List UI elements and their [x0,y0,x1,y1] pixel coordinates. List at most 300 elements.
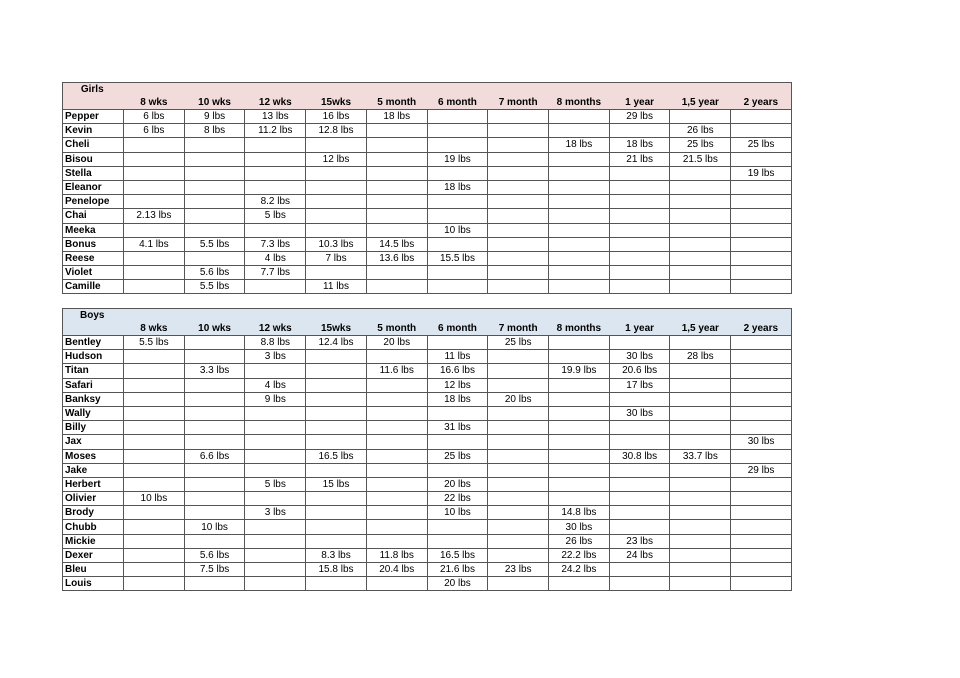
table-row [63,237,792,251]
weight-cell: 22.2 lbs [549,548,610,562]
weight-cell [245,577,306,591]
weight-cell [731,421,792,435]
weight-cell [184,251,245,265]
weight-cell: 10 lbs [427,506,488,520]
table-row [63,406,792,420]
weight-cell [366,520,427,534]
weight-cell [366,477,427,491]
weight-cell [306,266,367,280]
weight-cell [670,266,731,280]
table-row [63,463,792,477]
weight-cell [184,350,245,364]
weight-cell [124,449,185,463]
column-header: 1 year [609,96,670,110]
weight-cell [245,364,306,378]
weight-cell [670,406,731,420]
weight-cell: 11.2 lbs [245,124,306,138]
weight-cell: 8.8 lbs [245,336,306,350]
weight-cell: 25 lbs [488,336,549,350]
weight-cell [609,266,670,280]
weight-cell [549,492,610,506]
weight-cell [609,209,670,223]
weight-cell [731,152,792,166]
weight-cell: 7.3 lbs [245,237,306,251]
weight-cell [427,209,488,223]
weight-cell: 18 lbs [366,110,427,124]
dog-name-cell: Violet [63,266,124,280]
weight-cell: 5.5 lbs [184,280,245,294]
weight-cell [366,534,427,548]
weight-cell [366,280,427,294]
weight-cell [549,223,610,237]
dog-name-cell: Bentley [63,336,124,350]
weight-cell: 16.5 lbs [427,548,488,562]
weight-cell: 10.3 lbs [306,237,367,251]
weight-cell [549,336,610,350]
weight-cell [306,138,367,152]
weight-cell: 15 lbs [306,477,367,491]
weight-cell [670,577,731,591]
weight-cell [488,152,549,166]
weight-cell: 14.8 lbs [549,506,610,520]
weight-cell [670,280,731,294]
weight-cell [609,435,670,449]
weight-cell [549,280,610,294]
weight-cell [366,152,427,166]
column-header: 1 year [609,322,670,336]
weight-cell [427,336,488,350]
weight-cell [427,266,488,280]
weight-cell [609,520,670,534]
weight-cell [306,223,367,237]
weight-cell [670,477,731,491]
weight-cell: 16.5 lbs [306,449,367,463]
column-header: 15wks [306,96,367,110]
weight-cell [549,237,610,251]
header-spacer-cell [63,96,124,110]
weight-cell [366,350,427,364]
weight-cell [670,110,731,124]
weight-cell [184,577,245,591]
weight-cell [549,421,610,435]
dog-name-cell: Jax [63,435,124,449]
weight-cell [124,463,185,477]
table-row [63,180,792,194]
weight-cell [245,138,306,152]
dog-name-cell: Reese [63,251,124,265]
table-row [63,506,792,520]
weight-cell [549,477,610,491]
weight-cell: 13 lbs [245,110,306,124]
weight-cell: 11 lbs [427,350,488,364]
weight-cell [124,166,185,180]
weight-cell [670,195,731,209]
weight-cell: 20 lbs [488,392,549,406]
dog-name-cell: Dexer [63,548,124,562]
weight-cell [184,195,245,209]
weight-cell [124,577,185,591]
weight-cell [488,492,549,506]
weight-cell [366,166,427,180]
weight-cell [549,195,610,209]
weight-cell [184,534,245,548]
weight-cell [731,492,792,506]
boys-column-header-row [63,322,792,336]
weight-cell: 18 lbs [549,138,610,152]
weight-cell [124,534,185,548]
weight-cell [124,563,185,577]
weight-cell: 12.4 lbs [306,336,367,350]
table-row [63,421,792,435]
weight-cell [306,421,367,435]
weight-cell [306,435,367,449]
header-spacer-cell [731,309,792,323]
weight-cell: 24 lbs [609,548,670,562]
weight-cell [731,392,792,406]
boys-header-title-row [63,309,792,323]
weight-cell [184,378,245,392]
weight-cell [184,166,245,180]
weight-cell [488,223,549,237]
weight-cell [245,180,306,194]
weight-cell: 4.1 lbs [124,237,185,251]
weight-cell [731,406,792,420]
weight-cell [366,406,427,420]
weight-cell [731,520,792,534]
weight-cell [609,577,670,591]
weight-cell [366,138,427,152]
weight-cell: 25 lbs [670,138,731,152]
column-header: 7 month [488,96,549,110]
weight-cell: 29 lbs [731,463,792,477]
weight-cell [124,392,185,406]
weight-cell: 24.2 lbs [549,563,610,577]
dog-name-cell: Penelope [63,195,124,209]
weight-cell [124,350,185,364]
weight-cell [488,195,549,209]
weight-cell [670,548,731,562]
weight-cell: 11.8 lbs [366,548,427,562]
weight-cell [306,406,367,420]
weight-cell [488,124,549,138]
weight-cell [731,195,792,209]
weight-cell: 33.7 lbs [670,449,731,463]
weight-cell [670,251,731,265]
weight-cell [427,280,488,294]
dog-name-cell: Billy [63,421,124,435]
header-spacer-cell [427,309,488,323]
weight-cell [609,492,670,506]
weight-cell [488,266,549,280]
weight-cell: 9 lbs [184,110,245,124]
weight-cell [366,266,427,280]
weight-cell [245,463,306,477]
weight-cell: 8.2 lbs [245,195,306,209]
weight-cell [549,166,610,180]
weight-cell [670,237,731,251]
weight-cell [670,506,731,520]
weight-cell [731,378,792,392]
weight-cell [731,209,792,223]
weight-cell [184,477,245,491]
weight-cell: 5 lbs [245,209,306,223]
weight-cell [609,563,670,577]
table-row [63,138,792,152]
weight-cell [366,492,427,506]
weight-cell: 12 lbs [306,152,367,166]
weight-cell: 30.8 lbs [609,449,670,463]
dog-name-cell: Wally [63,406,124,420]
dog-name-cell: Louis [63,577,124,591]
weight-cell: 20 lbs [427,477,488,491]
dog-name-cell: Chubb [63,520,124,534]
weight-cell [427,110,488,124]
weight-cell [306,392,367,406]
weight-cell: 2.13 lbs [124,209,185,223]
header-spacer-cell [184,83,245,97]
column-header: 10 wks [184,96,245,110]
weight-cell [184,138,245,152]
weight-cell [488,421,549,435]
weight-cell: 21 lbs [609,152,670,166]
weight-cell [488,180,549,194]
column-header: 8 months [549,96,610,110]
weight-cell [731,548,792,562]
weight-cell: 6.6 lbs [184,449,245,463]
weight-cell: 4 lbs [245,251,306,265]
weight-cell [184,435,245,449]
weight-cell: 23 lbs [609,534,670,548]
weight-cell [731,336,792,350]
weight-cell [609,477,670,491]
weight-cell [427,124,488,138]
weight-cell [245,492,306,506]
weight-cell [488,209,549,223]
weight-cell: 10 lbs [427,223,488,237]
weight-cell [731,124,792,138]
weight-cell: 13.6 lbs [366,251,427,265]
column-header: 6 month [427,96,488,110]
weight-cell: 30 lbs [609,406,670,420]
weight-cell [549,406,610,420]
dog-name-cell: Bonus [63,237,124,251]
weight-cell [549,209,610,223]
weight-cell: 26 lbs [549,534,610,548]
weight-cell: 8 lbs [184,124,245,138]
weight-cell [670,336,731,350]
weight-cell [184,463,245,477]
weight-cell [245,548,306,562]
weight-cell [124,506,185,520]
weight-cell [670,378,731,392]
weight-cell [427,406,488,420]
table-row [63,152,792,166]
header-spacer-cell [306,309,367,323]
weight-cell: 22 lbs [427,492,488,506]
weight-cell: 18 lbs [427,180,488,194]
weight-cell: 15.5 lbs [427,251,488,265]
table-row [63,350,792,364]
weight-cell: 28 lbs [670,350,731,364]
weight-cell [488,350,549,364]
weight-cell [609,421,670,435]
weight-cell [124,152,185,166]
weight-cell [366,180,427,194]
weight-cell [124,280,185,294]
weight-cell [427,520,488,534]
header-spacer-cell [63,322,124,336]
column-header: 8 wks [124,322,185,336]
weight-cell [488,406,549,420]
weight-cell [427,138,488,152]
weight-cell [124,520,185,534]
header-spacer-cell [609,309,670,323]
table-row [63,266,792,280]
column-header: 2 years [731,322,792,336]
weight-cell [549,350,610,364]
weight-cell: 19 lbs [427,152,488,166]
girls-weight-table [62,82,792,294]
weight-cell: 6 lbs [124,110,185,124]
weight-cell [609,463,670,477]
table-row [63,477,792,491]
weight-cell [488,577,549,591]
weight-cell [488,110,549,124]
weight-cell [184,180,245,194]
weight-cell [488,138,549,152]
dog-name-cell: Herbert [63,477,124,491]
weight-cell [609,180,670,194]
column-header: 6 month [427,322,488,336]
weight-cell [549,110,610,124]
weight-cell [366,463,427,477]
dog-name-cell: Safari [63,378,124,392]
weight-cell: 12 lbs [427,378,488,392]
header-spacer-cell [245,309,306,323]
weight-cell [245,435,306,449]
weight-cell: 5 lbs [245,477,306,491]
weight-cell [184,209,245,223]
weight-cell [731,506,792,520]
header-spacer-cell [731,83,792,97]
weight-cell: 26 lbs [670,124,731,138]
weight-cell: 29 lbs [609,110,670,124]
weight-cell: 20.6 lbs [609,364,670,378]
header-spacer-cell [670,309,731,323]
header-spacer-cell [366,309,427,323]
dog-name-cell: Eleanor [63,180,124,194]
weight-cell [670,364,731,378]
weight-cell [124,138,185,152]
weight-cell [245,152,306,166]
table-row [63,548,792,562]
dog-name-cell: Mickie [63,534,124,548]
girls-table-title: Girls [63,83,124,97]
weight-cell: 21.6 lbs [427,563,488,577]
header-spacer-cell [306,83,367,97]
column-header: 12 wks [245,322,306,336]
weight-cell [306,166,367,180]
weight-cell: 23 lbs [488,563,549,577]
weight-cell: 31 lbs [427,421,488,435]
dog-name-cell: Olivier [63,492,124,506]
weight-cell [731,534,792,548]
weight-cell [306,463,367,477]
weight-cell [549,251,610,265]
weight-cell [366,435,427,449]
weight-cell [670,166,731,180]
header-spacer-cell [427,83,488,97]
weight-cell [731,477,792,491]
weight-cell [184,492,245,506]
weight-cell [549,463,610,477]
weight-cell [427,463,488,477]
weight-cell: 14.5 lbs [366,237,427,251]
weight-cell [124,477,185,491]
header-spacer-cell [124,309,185,323]
weight-cell [731,280,792,294]
weight-cell [670,209,731,223]
weight-cell [124,195,185,209]
weight-cell [184,152,245,166]
header-spacer-cell [124,83,185,97]
weight-cell [366,124,427,138]
weight-cell: 30 lbs [731,435,792,449]
weight-cell [124,421,185,435]
weight-cell [549,266,610,280]
weight-cell [488,378,549,392]
table-row [63,435,792,449]
weight-cell: 8.3 lbs [306,548,367,562]
weight-cell: 25 lbs [427,449,488,463]
weight-cell [306,195,367,209]
weight-cell [245,534,306,548]
weight-cell [670,534,731,548]
header-spacer-cell [549,309,610,323]
weight-cell [549,152,610,166]
weight-cell: 18 lbs [609,138,670,152]
weight-cell: 7.7 lbs [245,266,306,280]
header-spacer-cell [245,83,306,97]
weight-cell [306,180,367,194]
weight-cell [609,237,670,251]
column-header: 15wks [306,322,367,336]
weight-cell [670,563,731,577]
weight-cell: 5.6 lbs [184,548,245,562]
weight-cell [670,392,731,406]
weight-cell: 11.6 lbs [366,364,427,378]
weight-cell: 7 lbs [306,251,367,265]
weight-cell [306,534,367,548]
weight-cell [670,180,731,194]
weight-cell: 15.8 lbs [306,563,367,577]
table-row [63,209,792,223]
weight-cell [366,577,427,591]
weight-cell [366,195,427,209]
weight-cell: 16.6 lbs [427,364,488,378]
weight-cell: 3 lbs [245,506,306,520]
column-header: 5 month [366,96,427,110]
weight-cell [488,237,549,251]
weight-cell [609,166,670,180]
weight-cell [549,392,610,406]
weight-cell [306,378,367,392]
column-header: 1,5 year [670,322,731,336]
weight-cell [731,577,792,591]
dog-name-cell: Chai [63,209,124,223]
weight-cell: 7.5 lbs [184,563,245,577]
weight-cell [306,492,367,506]
